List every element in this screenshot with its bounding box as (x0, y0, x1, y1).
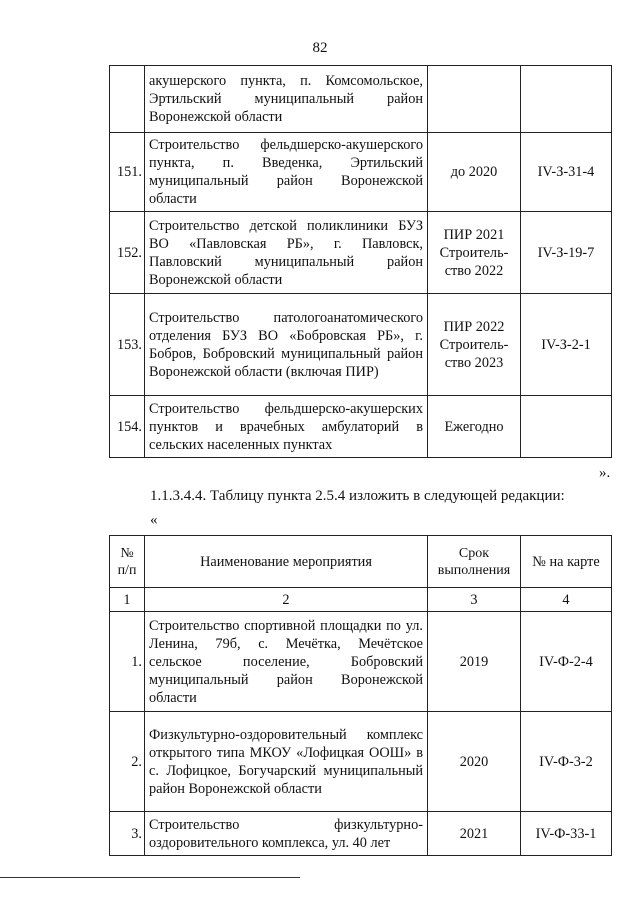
row-description: акушерского пункта, п. Комсомольское, Эртильский муниципальный район Воронежской области (145, 66, 428, 133)
column-numbers-row (110, 588, 612, 612)
row-description: Строительство фельдшерско-акушерских пунктов и врачебных амбулаторий в сельских населенных пунктах (145, 396, 428, 458)
row-term: Ежегодно (428, 396, 521, 458)
row-number: 3. (110, 812, 145, 856)
row-term: 2020 (428, 712, 521, 812)
row-term: 2019 (428, 612, 521, 712)
table-row (110, 66, 612, 133)
row-number: 1. (110, 612, 145, 712)
row-description: Строительство детской поликлиники БУЗ ВО «Павловская РБ», г. Павловск, Павловский муниципальный район Воронежской области (145, 212, 428, 294)
facilities-table-continuation (109, 65, 612, 458)
row-map-ref: IV-Ф-3-2 (521, 712, 612, 812)
column-number: 3 (428, 588, 521, 612)
table-row (110, 712, 612, 812)
row-description: Строительство фельдшерско-акушерского пункта, п. Введенка, Эртильский муниципальный район Воронежской области (145, 133, 428, 212)
row-term: ПИР 2022 Строитель-ство 2023 (428, 294, 521, 396)
amendment-instruction: 1.1.3.4.4. Таблицу пункта 2.5.4 изложить в следующей редакции: (150, 488, 565, 504)
header-map-ref: № на карте (521, 536, 612, 588)
column-number: 4 (521, 588, 612, 612)
table-header-row (110, 536, 612, 588)
row-number: 152. (110, 212, 145, 294)
table-row (110, 812, 612, 856)
row-number: 154. (110, 396, 145, 458)
row-term (428, 66, 521, 133)
row-description: Строительство спортивной площадки по ул. Ленина, 79б, с. Мечётка, Мечётское сельское поселение, Бобровский муниципальный район Воронежской области (145, 612, 428, 712)
row-map-ref: IV-Ф-2-4 (521, 612, 612, 712)
row-number: 153. (110, 294, 145, 396)
row-number: 151. (110, 133, 145, 212)
opening-quote: « (150, 512, 158, 528)
sports-facilities-table (109, 535, 612, 856)
row-term: ПИР 2021 Строитель-ство 2022 (428, 212, 521, 294)
table-row (110, 133, 612, 212)
row-map-ref: IV-Ф-33-1 (521, 812, 612, 856)
row-term: 2021 (428, 812, 521, 856)
row-description: Строительство физкультурно-оздоровительного комплекса, ул. 40 лет (145, 812, 428, 856)
row-description: Физкультурно-оздоровительный комплекс открытого типа МКОУ «Лофицкая ООШ» в с. Лофицкое, Богучарский муниципальный район Воронежской области (145, 712, 428, 812)
column-number: 1 (110, 588, 145, 612)
row-description: Строительство патологоанатомического отделения БУЗ ВО «Бобровская РБ», г. Бобров, Бобровский муниципальный район Воронежской области (включая ПИР) (145, 294, 428, 396)
row-map-ref (521, 66, 612, 133)
row-map-ref: IV-З-19-7 (521, 212, 612, 294)
row-term: до 2020 (428, 133, 521, 212)
header-name: Наименование мероприятия (145, 536, 428, 588)
row-map-ref: IV-З-31-4 (521, 133, 612, 212)
table-row (110, 212, 612, 294)
table-row (110, 612, 612, 712)
table-row (110, 294, 612, 396)
closing-quote: ». (599, 465, 611, 481)
header-term: Срок выполнения (428, 536, 521, 588)
row-number (110, 66, 145, 133)
header-number: № п/п (110, 536, 145, 588)
page-number: 82 (312, 40, 328, 56)
footnote-separator (0, 877, 300, 878)
row-map-ref: IV-З-2-1 (521, 294, 612, 396)
table-row (110, 396, 612, 458)
row-number: 2. (110, 712, 145, 812)
column-number: 2 (145, 588, 428, 612)
row-map-ref (521, 396, 612, 458)
